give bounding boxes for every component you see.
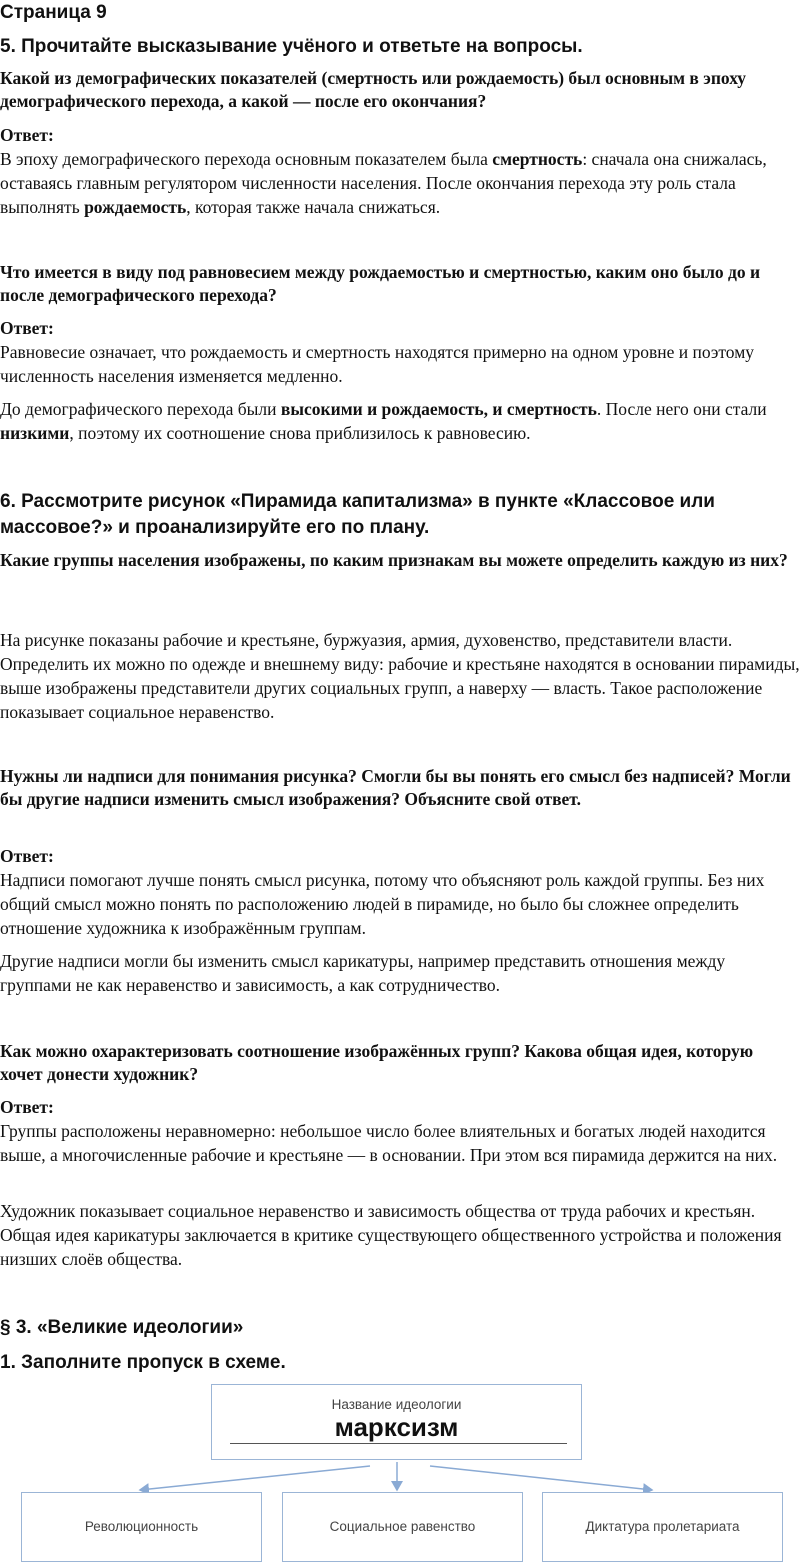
page-title: Страница 9 (0, 2, 107, 23)
task-5-answer-2-p1: Равновесие означает, что рождаемость и смертность находятся примерно на одном уровне и поэтому численность населения изменяется медленно. (0, 342, 755, 386)
ideology-name-box (211, 1384, 582, 1460)
answer-label: Ответ: (0, 1097, 54, 1117)
task-6-answer-2-p1: Надписи помогают лучше понять смысл рисунка, потому что объясняют роль каждой группы. Без них общий смысл можно понять по расположению людей в пирамиде, но было бы сложнее определить отношение художника к изображённым группам. (0, 870, 765, 938)
task-6-question-2: Нужны ли надписи для понимания рисунка? Смогли бы вы понять его смысл без надписей? Могли бы другие надписи изменить смысл изображения? Объясните свой ответ. (0, 766, 791, 809)
ideology-name-label: Название идеологии (331, 1397, 462, 1412)
fill-in-line (230, 1443, 567, 1444)
task-5-answer-1: В эпоху демографического перехода основным показателем была смертность: сначала она снижалась, оставаясь главным регулятором численности населения. После окончания перехода эту роль стала выполнять рождаемость, которая также начала снижаться. (0, 149, 767, 217)
answer-label: Ответ: (0, 318, 54, 338)
section-3-task-1-title: 1. Заполните пропуск в схеме. (0, 1352, 286, 1373)
ideology-name-value: марксизм (334, 1412, 459, 1442)
task-6-question-1: Какие группы населения изображены, по каким признакам вы можете определить каждую из них? (0, 550, 788, 570)
task-6-answer-3-p1: Группы расположены неравномерно: небольшое число более влиятельных и богатых людей находится выше, а многочисленные рабочие и крестьяне — в основании. При этом вся пирамида держится на них. (0, 1121, 778, 1165)
answer-label: Ответ: (0, 125, 54, 145)
task-6-question-3: Как можно охарактеризовать соотношение изображённых групп? Какова общая идея, которую хочет донести художник? (0, 1041, 754, 1084)
task-6-title: 6. Рассмотрите рисунок «Пирамида капитализма» в пункте «Классовое или массовое?» и проанализируйте его по плану. (0, 491, 715, 538)
task-6-answer-1: На рисунке показаны рабочие и крестьяне, буржуазия, армия, духовенство, представители власти. Определить их можно по одежде и внешнему виду: рабочие и крестьяне находятся в основании пирамиды, выше изображены представители других социальных групп, а наверху — власть. Такое расположение показывает социальное неравенство. (0, 630, 800, 722)
diagram-child-label: Диктатура пролетариата (585, 1519, 740, 1534)
diagram-child-box-2 (282, 1492, 523, 1562)
task-6-answer-3-p2: Художник показывает социальное неравенство и зависимость общества от труда рабочих и крестьян. Общая идея карикатуры заключается в критике существующего общественного устройства и положения низших слоёв общества. (0, 1201, 782, 1269)
answer-label: Ответ: (0, 846, 54, 866)
diagram-child-label: Социальное равенство (329, 1519, 476, 1534)
section-3-title: § 3. «Великие идеологии» (0, 1317, 244, 1338)
task-5-answer-2-p2: До демографического перехода были высокими и рождаемость, и смертность. После него они стали низкими, поэтому их соотношение снова приблизилось к равновесию. (0, 399, 767, 443)
task-5-question-2: Что имеется в виду под равновесием между рождаемостью и смертностью, каким оно было до и после демографического перехода? (0, 262, 761, 305)
diagram-child-box-3 (542, 1492, 783, 1562)
task-6-answer-2-p2: Другие надписи могли бы изменить смысл карикатуры, например представить отношения между группами не как неравенство и зависимость, а как сотрудничество. (0, 951, 726, 995)
diagram-child-box-1 (21, 1492, 262, 1562)
diagram-child-label: Революционность (84, 1519, 199, 1534)
task-5-question-1: Какой из демографических показателей (смертность или рождаемость) был основным в эпоху демографического перехода, а какой — после его окончания? (0, 68, 747, 111)
task-5-title: 5. Прочитайте высказывание учёного и ответьте на вопросы. (0, 36, 583, 57)
